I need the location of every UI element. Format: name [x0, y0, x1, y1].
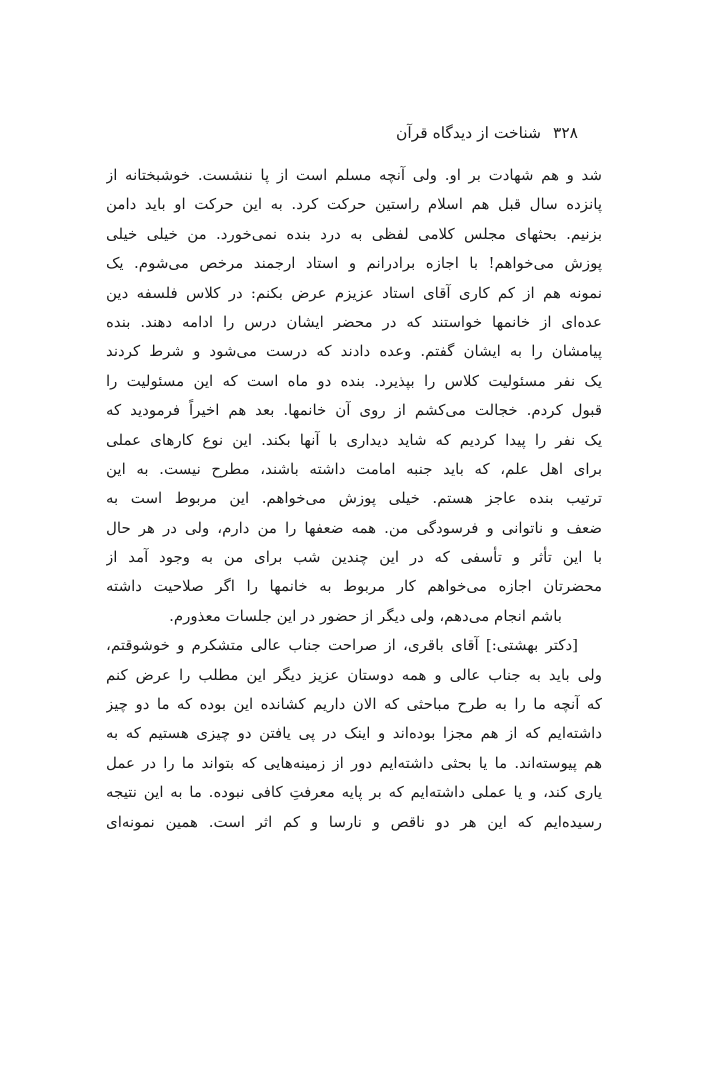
- text-line: ضعف و ناتوانی و فرسودگی من. همه ضعفها را من دارم، ولی در هر حال: [106, 518, 602, 537]
- text-line: یک نفر مسئولیت کلاس را بپذیرد. بنده دو ماه است که این مسئولیت را: [106, 371, 602, 390]
- text-line: عده‌ای از خانمها خواستند که در محضر ایشان درس را ادامه دهند. بنده: [106, 312, 602, 331]
- text-line: پیامشان را به ایشان گفتم. وعده دادند که درست می‌شود و شرط کردند: [106, 342, 602, 361]
- text-line: که آنچه ما را به طرح مباحثی که الان داریم کشانده این بوده که ما دو چیز: [106, 695, 602, 714]
- text-line: پانزده سال قبل هم اسلام راستین حرکت کرد. به این حرکت او باید دامن: [106, 195, 602, 214]
- text-line: ولی باید به جناب عالی و همه دوستان عزیز دیگر این مطلب را عرض کنم: [106, 665, 602, 684]
- running-header: [130, 120, 578, 146]
- text-line: ترتیب بنده عاجز هستم. خیلی پوزش می‌خواهم. این مربوط است به: [106, 489, 602, 508]
- text-line: پوزش می‌خواهم! با اجازه برادرانم و استاد ارجمند مرخص می‌شوم. یک: [106, 254, 602, 273]
- text-line: هم پیوسته‌اند. ما یا بحثی داشته‌ایم دور از زمینه‌هایی که بتواند ما را در عمل: [106, 753, 602, 772]
- text-line: شد و هم شهادت بر او. ولی آنچه مسلم است از پا ننشست. خوشبختانه از: [106, 166, 602, 184]
- text-line: محضرتان اجازه می‌خواهم کار مربوط به خانمها را اگر صلاحیت داشته: [106, 577, 602, 596]
- body-text: [106, 161, 602, 837]
- text-line: برای اهل علم، که باید جنبه امامت داشته باشند، مطرح نیست. به این: [106, 459, 602, 478]
- running-title: شناخت از دیدگاه قرآن: [396, 124, 542, 142]
- page-number: ۳۲۸: [553, 124, 578, 142]
- text-line: داشته‌ایم که از هم مجزا بوده‌اند و اینک در پی یافتن دو چیزی هستیم که به: [106, 724, 602, 743]
- paragraph-start-line: [دکتر بهشتی:] آقای باقری، از صراحت جناب عالی متشکرم و خوشوقتم،: [106, 636, 578, 655]
- text-line: نمونه هم از کم کاری آقای استاد عزیزم عرض بکنم: در کلاس فلسفه دین: [106, 283, 602, 302]
- paragraph-end-line: باشم انجام می‌دهم، ولی دیگر از حضور در این جلسات معذورم.: [169, 606, 562, 625]
- text-line: قبول کردم. خجالت می‌کشم از روی آن خانمها. بعد هم اخیراً فرمودید که: [106, 401, 602, 420]
- text-line: بزنیم. بحثهای مجلس کلامی لفظی به درد بنده نمی‌خورد. من خیلی خیلی: [106, 224, 602, 243]
- text-line: رسیده‌ایم که این هر دو ناقص و نارسا و کم اثر است. همین نمونه‌ای: [106, 812, 602, 831]
- text-line: یک نفر را پیدا کردیم که شاید دیداری با آنها بکند. این نوع کارهای عملی: [106, 430, 602, 449]
- text-line: یاری کند، و یا عملی داشته‌ایم که بر پایه معرفتِ کافی نبوده. ما به این نتیجه: [106, 783, 602, 802]
- text-line: با این تأثر و تأسفی که در این چندین شب برای من به وجود آمد از: [106, 548, 602, 567]
